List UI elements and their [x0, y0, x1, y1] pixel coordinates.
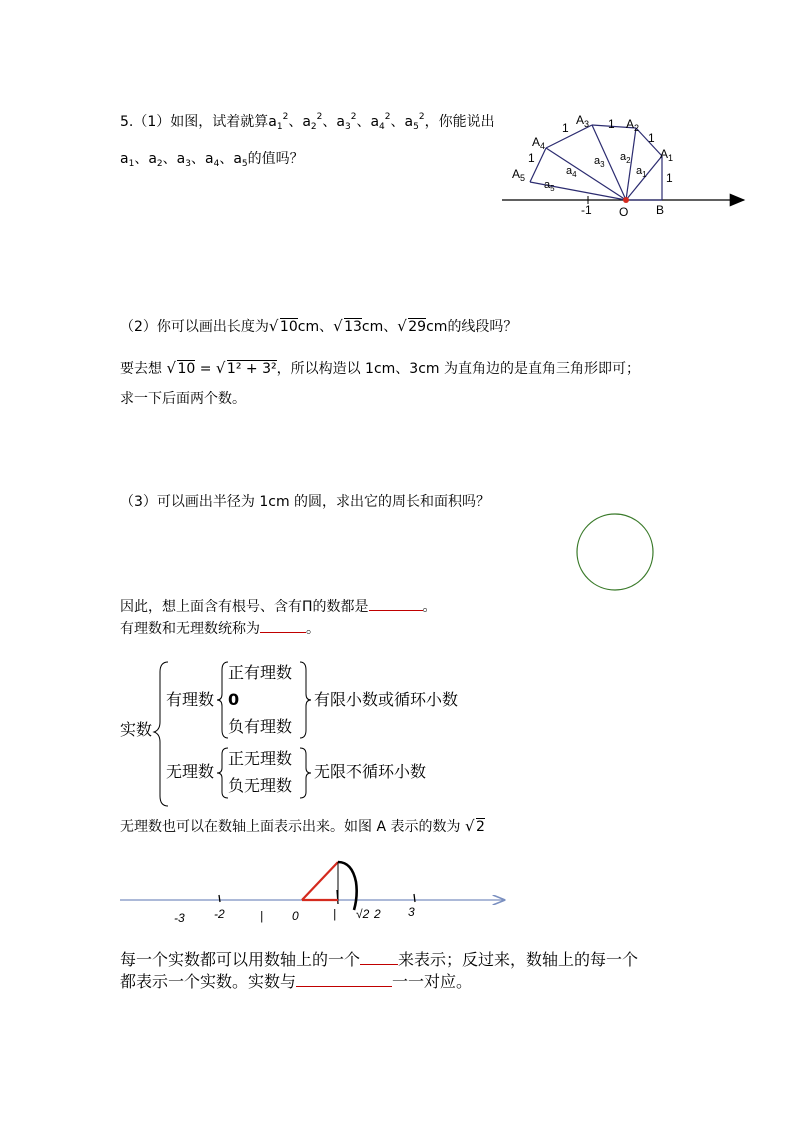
q1-line2: $a_1$、$a_2$、$a_3$、$a_4$、$a_5$的值吗？: [120, 151, 304, 169]
brace-real: [152, 660, 172, 808]
q1-a1: $a_1^2$: [268, 112, 289, 132]
q1-a3: $a_3^2$: [336, 112, 357, 132]
hint-sqrt-10: √ 10: [166, 359, 196, 377]
tick-three: [414, 894, 415, 902]
label-point-a2: $A_2$: [626, 117, 640, 133]
label-segment-a2: $a_2$: [620, 151, 631, 165]
final-line2: 都表示一个实数。实数与 一一对应。: [120, 972, 473, 991]
sqrt-10: √ 10: [268, 317, 298, 335]
label-irrational: 无理数: [166, 762, 215, 781]
tick-minus-two: [219, 895, 220, 902]
label-segment-a3: $a_3$: [594, 155, 605, 169]
label-B: B: [656, 203, 665, 217]
item-zero: 0: [228, 690, 240, 709]
q2-hint: 要去想 √ 10 = √ 1² + 3²，所以构造以 1cm、3cm 为直角边的是直角三角形即可；: [120, 359, 640, 377]
q1-line1: 5.（1）如图，试着就算$a_1^2$、$a_2^2$、$a_3^2$、$a_4^2$、$a_5^2$，你能说出: [120, 112, 495, 132]
q2-line: （2）你可以画出长度为 √ 10cm、 √ 13cm、 √ 29cm的线段吗？: [120, 317, 518, 335]
label-sqrt2: √2: [356, 907, 370, 921]
root-real-numbers: 实数: [120, 720, 153, 739]
label-point-a4: $A_4$: [532, 135, 546, 151]
label-point-a5: $A_5$: [512, 167, 526, 183]
label-unit-A1A2: 1: [648, 131, 655, 145]
final-line1: 每一个实数都可以用数轴上的一个 来表示；反过来，数轴上的每一个: [120, 950, 639, 969]
label-O: O: [619, 205, 629, 219]
label-segment-a1: $a_1$: [636, 165, 647, 179]
blank-irrational[interactable]: [369, 596, 423, 611]
label-point-a3: $A_3$: [576, 113, 590, 129]
numberline-figure: [116, 852, 516, 932]
numberline-intro: 无理数也可以在数轴上面表示出来。如图 A 表示的数为 √ 2: [120, 817, 485, 835]
label-unit-A2A3: 1: [608, 117, 615, 131]
label-segment-a5: $a_5$: [544, 179, 555, 193]
label-unit-A3A4: 1: [562, 121, 569, 135]
item-positive-rational: 正有理数: [228, 663, 293, 682]
hint-sqrt-sum: √ 1² + 3²: [215, 359, 277, 377]
item-negative-irrational: 负无理数: [228, 776, 293, 795]
sqrt-13: √ 13: [333, 317, 362, 335]
circle-figure: [574, 513, 656, 593]
sqrt-2: √ 2: [464, 817, 485, 835]
brace-rational-right: [298, 660, 312, 740]
pi-symbol: Π: [302, 599, 313, 615]
blank-real-numbers[interactable]: [260, 618, 306, 633]
label-minus-three: -3: [174, 911, 185, 925]
q1-a4: $a_4^2$: [370, 112, 391, 132]
label-rational: 有理数: [166, 690, 215, 709]
label-bar-right: |: [333, 907, 337, 921]
label-three: 3: [408, 905, 415, 919]
conclusion-line2: 有理数和无理数统称为 。: [120, 618, 320, 638]
spiral-triangles-figure: [498, 108, 754, 224]
q1-a2: $a_2^2$: [302, 112, 323, 132]
q2-hint-line2: 求一下后面两个数。: [120, 391, 246, 407]
origin-point: [623, 197, 629, 203]
label-segment-a4: $a_4$: [566, 165, 577, 179]
brace-irrational-right: [298, 746, 312, 800]
unit-circle: [577, 514, 653, 590]
q1-a5: $a_5^2$: [404, 112, 425, 132]
hypotenuse-line: [302, 862, 338, 900]
item-negative-rational: 负有理数: [228, 717, 293, 736]
label-minus-two: -2: [214, 907, 225, 921]
blank-point[interactable]: [360, 950, 398, 965]
label-unit-BA1: 1: [666, 171, 673, 185]
q3-text: （3）可以画出半径为 1cm 的圆，求出它的周长和面积吗？: [120, 494, 491, 510]
note-rational: 有限小数或循环小数: [314, 690, 459, 709]
sqrt-29: √ 29: [397, 317, 427, 335]
label-minus-one: -1: [581, 203, 592, 217]
q1-prefix: 5.（1）如图，试着就算: [120, 114, 269, 130]
blank-correspondence[interactable]: [296, 972, 392, 987]
label-unit-A4A5: 1: [528, 151, 535, 165]
note-irrational: 无限不循环小数: [314, 762, 427, 781]
item-positive-irrational: 正无理数: [228, 749, 293, 768]
arc-to-sqrt2: [338, 862, 357, 910]
label-point-a1: $A_1$: [660, 147, 674, 163]
label-two: 2: [374, 907, 381, 921]
label-zero: 0: [292, 909, 299, 923]
label-bar-left: |: [260, 909, 264, 923]
conclusion-line1: 因此，想上面含有根号、含有Π的数都是 。: [120, 596, 437, 616]
